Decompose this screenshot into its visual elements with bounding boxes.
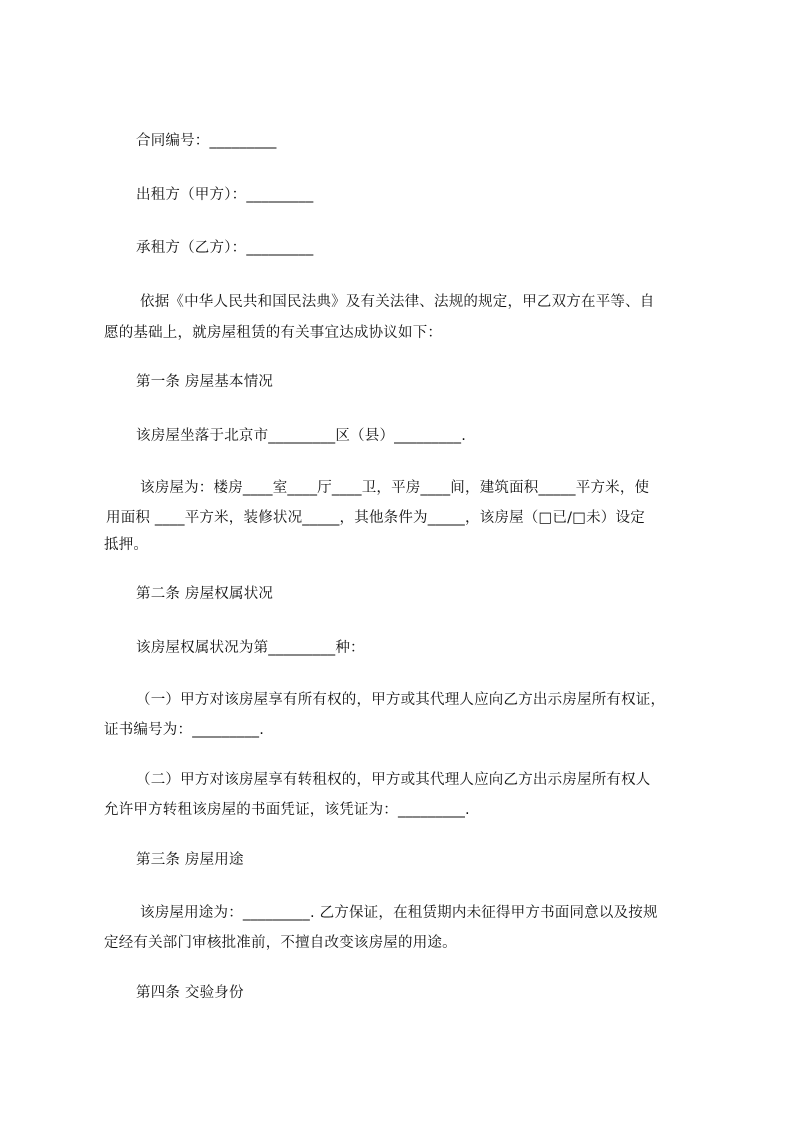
- article1-location: 该房屋坐落于北京市_________区（县）_________.: [136, 428, 467, 444]
- article3-text-line-1: 该房屋用途为：_________. 乙方保证，在租赁期内未征得甲方书面同意以及按规: [140, 905, 658, 921]
- article1-details-line-1: 该房屋为：楼房____室____厅____卫，平房____间，建筑面积_____平方米，使: [140, 480, 650, 496]
- preamble-line-2: 愿的基础上，就房屋租赁的有关事宜达成协议如下：: [104, 325, 443, 341]
- article2-heading: 第二条 房屋权属状况: [136, 586, 274, 602]
- article2-item1-line-2: 证书编号为：_________.: [104, 722, 265, 738]
- article2-intro: 该房屋权属状况为第_________种：: [136, 640, 365, 656]
- contract-number-line: 合同编号：_________: [136, 133, 277, 149]
- article2-item2-line-1: （二）甲方对该房屋享有转租权的，甲方或其代理人应向乙方出示房屋所有权人: [136, 772, 651, 788]
- lessee-line: 承租方（乙方）：_________: [136, 240, 314, 256]
- article4-heading: 第四条 交验身份: [136, 985, 244, 1001]
- article1-details-line-3: 抵押。: [104, 537, 149, 553]
- article1-details-line-2: 用面积 ____平方米，装修状况_____，其他条件为_____，该房屋（□已/□未）设定: [106, 510, 645, 526]
- lessor-line: 出租方（甲方）：_________: [136, 187, 314, 203]
- article3-heading: 第三条 房屋用途: [136, 852, 244, 868]
- preamble-line-1: 依据《中华人民共和国民法典》及有关法律、法规的规定，甲乙双方在平等、自: [140, 294, 655, 310]
- article2-item1-line-1: （一）甲方对该房屋享有所有权的，甲方或其代理人应向乙方出示房屋所有权证，: [136, 692, 666, 708]
- article3-text-line-2: 定经有关部门审核批准前，不擅自改变该房屋的用途。: [104, 935, 457, 951]
- article2-item2-line-2: 允许甲方转租该房屋的书面凭证，该凭证为：_________.: [104, 802, 470, 818]
- article1-heading: 第一条 房屋基本情况: [136, 374, 274, 390]
